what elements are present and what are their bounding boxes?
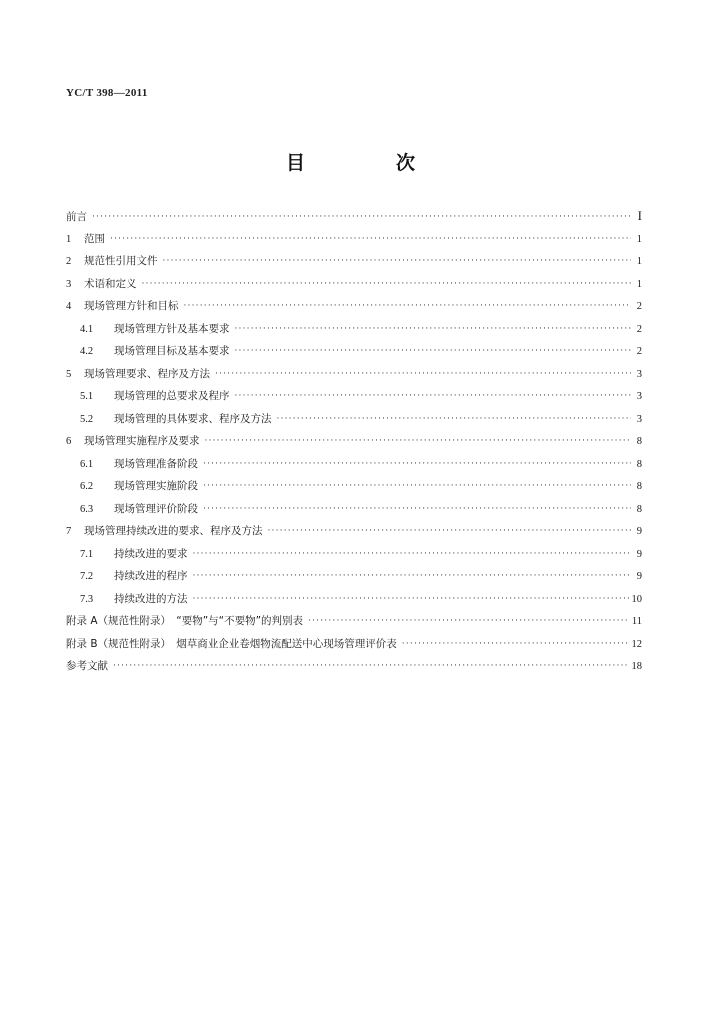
toc-entry-number: 5.2 <box>80 413 94 425</box>
toc-dot-leader <box>163 250 632 273</box>
toc-dot-leader <box>203 453 631 476</box>
toc-entry-page-number: 9 <box>636 548 642 560</box>
toc-dot-leader <box>277 408 632 431</box>
toc-entry[interactable] <box>66 520 642 543</box>
toc-entry[interactable] <box>66 430 642 453</box>
toc-dot-leader <box>110 228 631 251</box>
toc-entry-label: 前言 <box>66 211 87 223</box>
toc-entry-number: 7 <box>66 526 72 537</box>
toc-entry-label: 现场管理方针和目标 <box>84 300 179 312</box>
toc-entry-number: 2 <box>66 256 72 267</box>
toc-entry-label: 现场管理评价阶段 <box>114 502 198 515</box>
toc-entry-number: 7.2 <box>80 571 94 582</box>
toc-entry-label: 现场管理方针及基本要求 <box>114 322 230 335</box>
toc-entry[interactable] <box>66 205 642 228</box>
toc-dot-leader <box>193 565 632 588</box>
toc-entry-page-number: 1 <box>636 256 642 267</box>
toc-entry-page-number: 11 <box>631 616 642 627</box>
toc-entry-number: 1 <box>66 233 72 245</box>
toc-entry-page-number: 12 <box>631 638 642 650</box>
toc-entry[interactable] <box>66 250 642 273</box>
toc-entry-page-number: 10 <box>631 593 642 605</box>
toc-entry[interactable] <box>66 588 642 611</box>
toc-entry[interactable] <box>66 228 642 251</box>
toc-dot-leader <box>205 430 632 453</box>
toc-entry-label: 持续改进的程序 <box>114 570 188 582</box>
document-code: YC/T 398—2011 <box>66 87 148 99</box>
toc-entry-label: 现场管理实施阶段 <box>114 480 198 492</box>
toc-entry-page-number: 18 <box>631 661 642 672</box>
toc-entry[interactable] <box>66 543 642 566</box>
toc-dot-leader <box>193 543 632 566</box>
toc-entry-page-number: 2 <box>636 323 642 335</box>
toc-entry[interactable] <box>66 565 642 588</box>
toc-entry-label: 现场管理目标及基本要求 <box>114 345 230 357</box>
toc-entry[interactable] <box>66 408 642 431</box>
toc-entry-page-number: 1 <box>636 278 642 290</box>
toc-entry-page-number: 8 <box>636 481 642 492</box>
toc-entry[interactable] <box>66 340 642 363</box>
toc-dot-leader <box>113 655 629 678</box>
toc-entry-number: 4.2 <box>80 346 94 357</box>
toc-entry-label: 现场管理持续改进的要求、程序及方法 <box>84 525 263 537</box>
toc-entry-label: 现场管理实施程序及要求 <box>84 435 200 447</box>
toc-title: 目 次 <box>285 152 451 174</box>
toc-entry-page-number: 3 <box>636 413 642 425</box>
toc-entry[interactable] <box>66 633 642 656</box>
toc-entry-number: 4.1 <box>80 323 94 335</box>
toc-dot-leader <box>215 363 631 386</box>
toc-entry-page-number: 3 <box>636 391 642 402</box>
toc-entry-label: 附录 A（规范性附录） “要物”与“不要物”的判别表 <box>66 615 304 627</box>
toc-entry[interactable] <box>66 610 642 633</box>
toc-entry-label: 附录 B（规范性附录） 烟草商业企业卷烟物流配送中心现场管理评价表 <box>66 637 397 650</box>
toc-entry-number: 7.1 <box>80 548 94 560</box>
toc-entry-number: 5.1 <box>80 391 94 402</box>
toc-entry-number: 7.3 <box>80 593 94 605</box>
toc-entry[interactable] <box>66 363 642 386</box>
toc-entry-label: 现场管理的具体要求、程序及方法 <box>114 412 272 425</box>
toc-dot-leader <box>92 206 631 229</box>
table-of-contents <box>66 205 642 678</box>
toc-entry-page-number: 1 <box>636 233 642 245</box>
toc-entry-number: 6 <box>66 436 72 447</box>
toc-entry-number: 6.2 <box>80 481 94 492</box>
toc-dot-leader <box>142 273 632 296</box>
toc-entry-number: 4 <box>66 301 72 312</box>
toc-entry[interactable] <box>66 453 642 476</box>
toc-entry-label: 现场管理要求、程序及方法 <box>84 367 210 380</box>
toc-entry-label: 规范性引用文件 <box>84 255 158 267</box>
toc-entry-number: 3 <box>66 278 72 290</box>
toc-dot-leader <box>203 498 631 521</box>
toc-entry-page-number: 2 <box>636 346 642 357</box>
toc-entry-label: 现场管理准备阶段 <box>114 457 198 470</box>
toc-entry-label: 现场管理的总要求及程序 <box>114 390 230 402</box>
toc-dot-leader <box>184 295 632 318</box>
toc-entry[interactable] <box>66 498 642 521</box>
toc-entry-page-number: 9 <box>636 526 642 537</box>
toc-entry[interactable] <box>66 385 642 408</box>
toc-entry[interactable] <box>66 475 642 498</box>
toc-dot-leader <box>268 520 632 543</box>
toc-dot-leader <box>308 610 629 633</box>
toc-dot-leader <box>203 475 631 498</box>
toc-entry-label: 参考文献 <box>66 660 108 672</box>
toc-entry[interactable] <box>66 655 642 678</box>
toc-entry-page-number: I <box>637 208 642 223</box>
toc-dot-leader <box>235 318 632 341</box>
toc-entry[interactable] <box>66 318 642 341</box>
toc-entry-page-number: 9 <box>636 571 642 582</box>
toc-dot-leader <box>402 633 629 656</box>
toc-dot-leader <box>235 340 632 363</box>
toc-dot-leader <box>235 385 632 408</box>
toc-entry-number: 5 <box>66 368 72 380</box>
toc-entry-label: 持续改进的要求 <box>114 547 188 560</box>
toc-entry-page-number: 8 <box>636 458 642 470</box>
toc-entry-page-number: 2 <box>636 301 642 312</box>
toc-entry-number: 6.3 <box>80 503 94 515</box>
toc-dot-leader <box>193 588 629 611</box>
toc-entry-label: 范围 <box>84 232 105 245</box>
toc-entry[interactable] <box>66 273 642 296</box>
toc-entry-page-number: 8 <box>636 503 642 515</box>
toc-entry-number: 6.1 <box>80 458 94 470</box>
toc-entry-page-number: 8 <box>636 436 642 447</box>
toc-entry-label: 术语和定义 <box>84 277 137 290</box>
toc-entry-page-number: 3 <box>636 368 642 380</box>
toc-entry[interactable] <box>66 295 642 318</box>
toc-entry-label: 持续改进的方法 <box>114 592 188 605</box>
